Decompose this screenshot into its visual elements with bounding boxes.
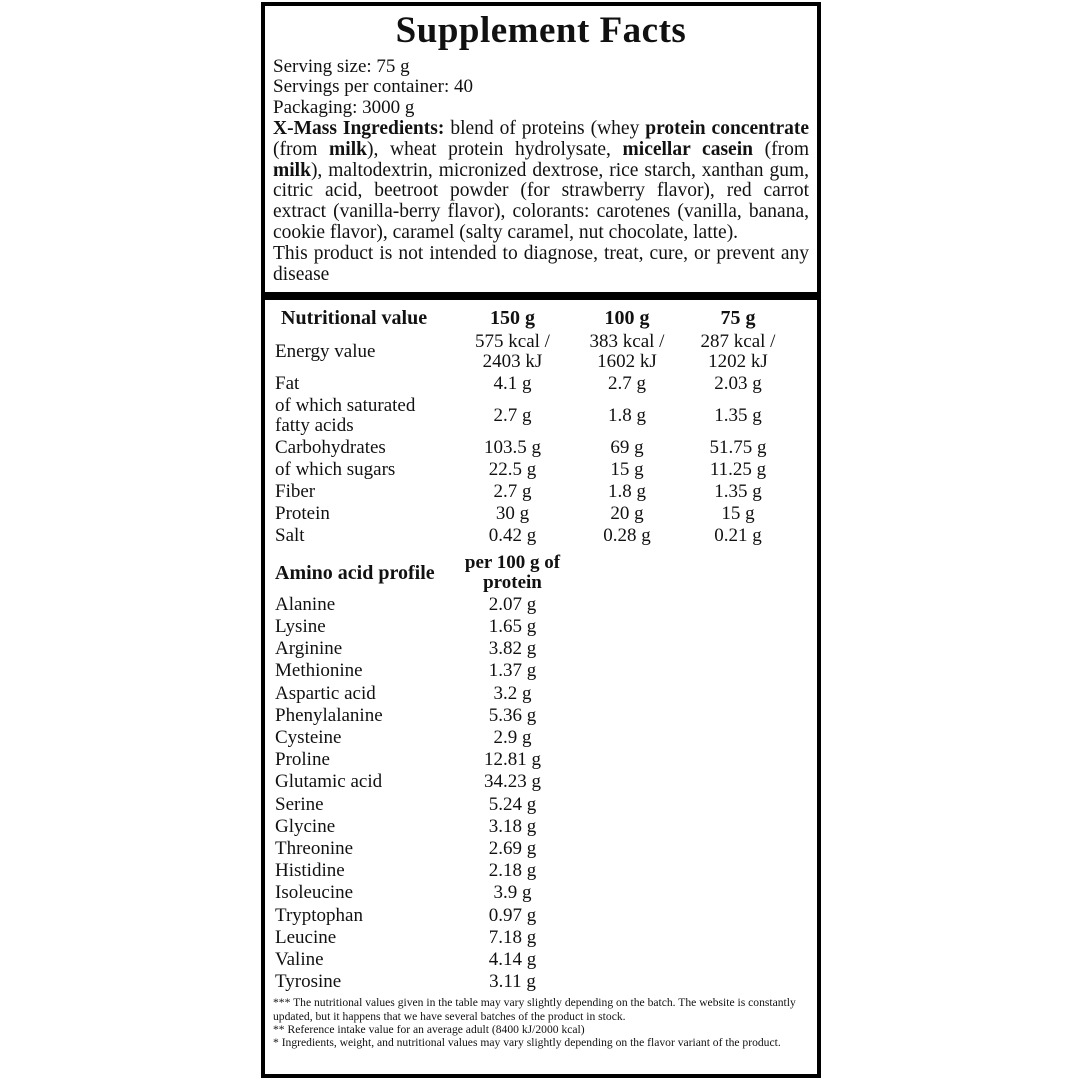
serving-info-block	[273, 57, 809, 119]
amino-value-cell: 4.14 g	[488, 949, 537, 971]
amino-acid-table	[273, 552, 809, 994]
amino-row-label: Leucine	[275, 926, 337, 948]
nutrition-value-cell: 287 kcal / 1202 kJ	[700, 330, 776, 372]
amino-row-label: Threonine	[275, 838, 354, 860]
nutrition-row-label: of which sugars	[275, 458, 396, 480]
amino-row-label: Aspartic acid	[275, 682, 376, 704]
nutrition-value-cell: 1.35 g	[714, 480, 762, 502]
nutrition-row-label: Energy value	[275, 340, 376, 362]
servings-per-container-line: Servings per container: 40	[273, 76, 473, 98]
nutrition-value-cell: 15 g	[721, 502, 755, 524]
amino-value-cell: 7.18 g	[488, 926, 537, 948]
amino-value-cell: 2.69 g	[488, 838, 537, 860]
ingredients-segment: ), wheat protein hydrolysate,	[366, 138, 623, 160]
amino-value-cell: 3.11 g	[489, 971, 536, 993]
amino-value-cell: 34.23 g	[484, 771, 541, 793]
ingredients-segment: ), maltodextrin, micronized dextrose, rice starch, xanthan gum, citric acid, beetroot powder (for strawberry flavor), red carrot extract (vanilla-berry flavor), colorants: carotenes (vanilla, banana, cookie flavor), caramel (salty caramel, nut chocolate, latte).	[273, 159, 809, 243]
nutrition-value-cell: 30 g	[495, 502, 530, 524]
amino-value-cell: 5.36 g	[488, 704, 537, 726]
nutrition-value-cell: 103.5 g	[484, 436, 541, 458]
footnote-line: *** The nutritional values given in the table may vary slightly depending on the batch. The website is constantly updated, but it happens that we have several batches of the product in stock.	[273, 996, 796, 1023]
amino-value-cell: 2.07 g	[488, 593, 537, 615]
footnote-line: ** Reference intake value for an average adult (8400 kJ/2000 kcal)	[273, 1022, 585, 1036]
nutrition-row-label: Salt	[275, 524, 305, 546]
ingredients-segment: milk	[273, 159, 311, 181]
nutrition-row-label: Protein	[275, 502, 330, 524]
amino-row-label: Glutamic acid	[275, 771, 383, 793]
section-divider-bar	[265, 292, 817, 300]
amino-row-label: Proline	[275, 749, 330, 771]
amino-row-label: Phenylalanine	[275, 704, 383, 726]
amino-header-label: Amino acid profile	[275, 561, 435, 584]
nutrition-value-cell: 2.03 g	[714, 372, 762, 394]
amino-row-label: Arginine	[275, 638, 343, 660]
nutrition-value-cell: 575 kcal / 2403 kJ	[475, 330, 550, 372]
amino-value-cell: 3.2 g	[493, 682, 532, 704]
nutrition-row-label: Fat	[275, 372, 300, 394]
footnotes-block	[273, 996, 809, 1049]
nutrition-value-cell: 2.7 g	[493, 404, 532, 426]
nutrition-value-cell: 15 g	[610, 458, 644, 480]
nutrition-value-cell: 2.7 g	[608, 372, 646, 394]
ingredients-segment: (from	[752, 138, 810, 160]
nutrition-value-cell: 2.7 g	[493, 480, 532, 502]
nutrition-value-cell: 0.28 g	[603, 524, 651, 546]
nutrition-header-col: 100 g	[604, 306, 650, 329]
amino-value-cell: 12.81 g	[484, 749, 541, 771]
ingredients-segment: (from	[273, 138, 330, 160]
nutrition-value-cell: 0.42 g	[488, 524, 537, 546]
ingredients-segment: X-Mass Ingredients:	[273, 118, 445, 140]
amino-value-cell: 1.65 g	[488, 616, 537, 638]
nutrition-row-label: Fiber	[275, 480, 316, 502]
amino-value-cell: 0.97 g	[488, 904, 537, 926]
nutrition-value-cell: 0.21 g	[714, 524, 762, 546]
amino-row-label: Valine	[275, 949, 324, 971]
ingredients-paragraph	[273, 119, 809, 243]
ingredients-segment: blend of proteins (whey	[444, 118, 646, 140]
nutrition-table	[273, 307, 809, 547]
nutrition-value-cell: 51.75 g	[709, 436, 767, 458]
packaging-line: Packaging: 3000 g	[273, 96, 415, 118]
footnote-line: * Ingredients, weight, and nutritional values may vary slightly depending on the flavor variant of the product.	[273, 1036, 781, 1050]
amino-row-label: Histidine	[275, 860, 345, 882]
amino-row-label: Alanine	[275, 593, 336, 615]
amino-row-label: Tryptophan	[275, 904, 363, 926]
nutrition-header-col: 75 g	[720, 306, 756, 329]
nutrition-row-label: of which saturated fatty acids	[275, 394, 416, 436]
nutrition-value-cell: 1.8 g	[608, 480, 646, 502]
amino-row-label: Tyrosine	[275, 971, 342, 993]
amino-value-cell: 2.9 g	[493, 727, 532, 749]
ingredients-segment: protein concentrate	[645, 118, 810, 140]
nutrition-value-cell: 1.35 g	[714, 404, 762, 426]
amino-row-label: Lysine	[275, 616, 326, 638]
nutrition-value-cell: 4.1 g	[493, 372, 532, 394]
nutrition-value-cell: 11.25 g	[709, 458, 767, 480]
amino-value-cell: 3.9 g	[493, 882, 532, 904]
amino-row-label: Cysteine	[275, 727, 342, 749]
nutrition-value-cell: 69 g	[610, 436, 644, 458]
nutrition-row-label: Carbohydrates	[275, 436, 386, 458]
amino-row-label: Serine	[275, 793, 324, 815]
disclaimer-text: This product is not intended to diagnose, treat, cure, or prevent any disease	[273, 243, 809, 286]
amino-value-cell: 1.37 g	[488, 660, 537, 682]
amino-value-cell: 5.24 g	[488, 793, 537, 815]
serving-size-line: Serving size: 75 g	[273, 55, 410, 77]
nutrition-header-col: 150 g	[490, 306, 535, 329]
amino-row-label: Methionine	[275, 660, 363, 682]
amino-header-value: per 100 g of protein	[464, 551, 561, 593]
supplement-facts-label	[261, 2, 821, 1078]
amino-value-cell: 3.82 g	[488, 638, 537, 660]
nutrition-value-cell: 1.8 g	[608, 404, 646, 426]
nutrition-value-cell: 383 kcal / 1602 kJ	[589, 330, 665, 372]
ingredients-segment: micellar casein	[622, 138, 753, 160]
nutrition-value-cell: 20 g	[610, 502, 644, 524]
ingredients-segment: milk	[329, 138, 367, 160]
amino-row-label: Glycine	[275, 815, 336, 837]
amino-row-label: Isoleucine	[275, 882, 354, 904]
nutrition-header-label: Nutritional value	[281, 306, 428, 329]
amino-value-cell: 2.18 g	[488, 860, 537, 882]
nutrition-value-cell: 22.5 g	[488, 458, 537, 480]
label-title: Supplement Facts	[395, 10, 687, 51]
amino-value-cell: 3.18 g	[488, 815, 537, 837]
